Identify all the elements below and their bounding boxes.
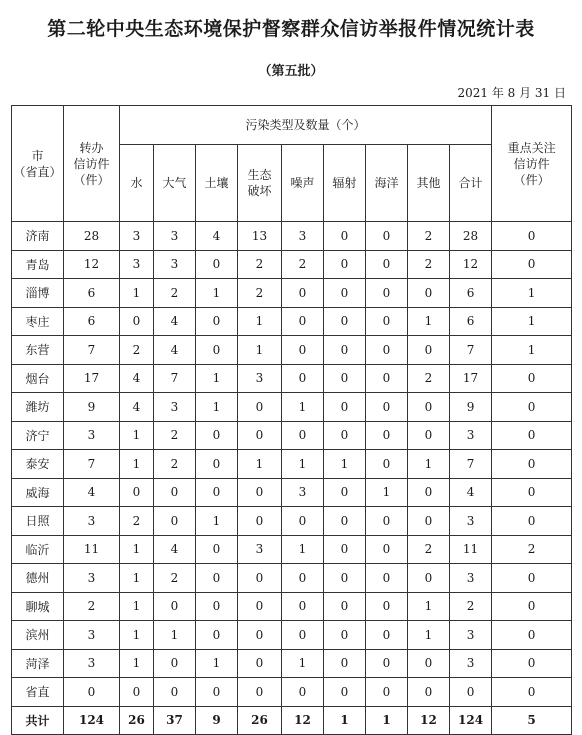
- cell-ecology: 2: [238, 250, 282, 279]
- table-body: [12, 222, 572, 735]
- cell-air: 0: [154, 678, 196, 707]
- cell-radiation: 1: [324, 450, 366, 479]
- header-transferred-line3: （件）: [73, 172, 110, 187]
- cell-city: 临沂: [12, 535, 64, 564]
- cell-other: 2: [408, 364, 450, 393]
- cell-subtotal: 7: [450, 336, 492, 365]
- cell-water: 1: [120, 592, 154, 621]
- cell-soil: 0: [196, 621, 238, 650]
- cell-soil: 1: [196, 507, 238, 536]
- cell-ecology: 0: [238, 678, 282, 707]
- cell-ocean: 0: [366, 564, 408, 593]
- cell-other: 0: [408, 336, 450, 365]
- cell-ecology: 0: [238, 621, 282, 650]
- cell-radiation: 0: [324, 649, 366, 678]
- cell-city: 东营: [12, 336, 64, 365]
- header-type-ecology: [238, 145, 282, 222]
- cell-transferred: 3: [64, 649, 120, 678]
- cell-key-concern: 0: [492, 621, 572, 650]
- cell-noise: 1: [282, 649, 324, 678]
- cell-other: 1: [408, 450, 450, 479]
- total-air: 37: [154, 706, 196, 735]
- cell-ocean: 1: [366, 478, 408, 507]
- cell-ocean: 0: [366, 621, 408, 650]
- header-type-other: 其他: [408, 145, 450, 222]
- cell-ecology: 0: [238, 393, 282, 422]
- cell-soil: 0: [196, 450, 238, 479]
- cell-transferred: 7: [64, 336, 120, 365]
- table-row: [12, 592, 572, 621]
- cell-subtotal: 3: [450, 621, 492, 650]
- table-row: [12, 336, 572, 365]
- cell-city: 淄博: [12, 279, 64, 308]
- cell-subtotal: 3: [450, 564, 492, 593]
- cell-soil: 0: [196, 535, 238, 564]
- cell-noise: 0: [282, 307, 324, 336]
- cell-other: 0: [408, 478, 450, 507]
- cell-soil: 0: [196, 307, 238, 336]
- cell-key-concern: 0: [492, 592, 572, 621]
- header-type-water: 水: [120, 145, 154, 222]
- cell-water: 4: [120, 393, 154, 422]
- cell-other: 2: [408, 222, 450, 251]
- cell-water: 1: [120, 450, 154, 479]
- cell-air: 0: [154, 649, 196, 678]
- header-key-line3: （件）: [513, 172, 550, 187]
- cell-transferred: 9: [64, 393, 120, 422]
- cell-subtotal: 0: [450, 678, 492, 707]
- header-row-1: [12, 106, 572, 145]
- cell-water: 2: [120, 507, 154, 536]
- total-row: [12, 706, 572, 735]
- cell-water: 2: [120, 336, 154, 365]
- total-ecology: 26: [238, 706, 282, 735]
- cell-radiation: 0: [324, 564, 366, 593]
- cell-water: 1: [120, 564, 154, 593]
- cell-ocean: 0: [366, 364, 408, 393]
- cell-noise: 1: [282, 393, 324, 422]
- table-row: [12, 393, 572, 422]
- cell-ecology: 0: [238, 478, 282, 507]
- cell-ecology: 0: [238, 592, 282, 621]
- header-type-soil: 土壤: [196, 145, 238, 222]
- cell-soil: 1: [196, 279, 238, 308]
- cell-ocean: 0: [366, 592, 408, 621]
- cell-water: 1: [120, 649, 154, 678]
- cell-city: 日照: [12, 507, 64, 536]
- cell-ocean: 0: [366, 250, 408, 279]
- cell-transferred: 3: [64, 564, 120, 593]
- cell-radiation: 0: [324, 678, 366, 707]
- cell-air: 2: [154, 279, 196, 308]
- cell-soil: 0: [196, 678, 238, 707]
- cell-noise: 0: [282, 507, 324, 536]
- header-transferred-line2: 信访件: [73, 156, 110, 171]
- header-type-ecology-label: 生态破坏: [247, 168, 272, 198]
- cell-water: 0: [120, 678, 154, 707]
- cell-air: 0: [154, 592, 196, 621]
- cell-noise: 0: [282, 364, 324, 393]
- cell-water: 3: [120, 250, 154, 279]
- cell-city: 滨州: [12, 621, 64, 650]
- cell-transferred: 17: [64, 364, 120, 393]
- cell-ecology: 1: [238, 307, 282, 336]
- cell-noise: 1: [282, 450, 324, 479]
- header-city: [12, 106, 64, 222]
- table-row: [12, 678, 572, 707]
- header-city-line2: （省直）: [13, 164, 62, 179]
- header-type-air: 大气: [154, 145, 196, 222]
- cell-ocean: 0: [366, 336, 408, 365]
- cell-noise: 3: [282, 222, 324, 251]
- cell-other: 1: [408, 307, 450, 336]
- cell-radiation: 0: [324, 535, 366, 564]
- cell-water: 1: [120, 621, 154, 650]
- cell-ocean: 0: [366, 279, 408, 308]
- header-transferred: [64, 106, 120, 222]
- cell-ecology: 2: [238, 279, 282, 308]
- cell-radiation: 0: [324, 250, 366, 279]
- cell-subtotal: 6: [450, 279, 492, 308]
- cell-radiation: 0: [324, 364, 366, 393]
- header-type-subtotal: 合计: [450, 145, 492, 222]
- cell-subtotal: 11: [450, 535, 492, 564]
- cell-soil: 0: [196, 250, 238, 279]
- cell-noise: 0: [282, 592, 324, 621]
- cell-transferred: 0: [64, 678, 120, 707]
- table-row: [12, 649, 572, 678]
- cell-transferred: 6: [64, 279, 120, 308]
- cell-ocean: 0: [366, 421, 408, 450]
- cell-subtotal: 17: [450, 364, 492, 393]
- cell-other: 0: [408, 393, 450, 422]
- table-row: [12, 421, 572, 450]
- header-type-radiation: 辐射: [324, 145, 366, 222]
- cell-soil: 0: [196, 564, 238, 593]
- cell-soil: 1: [196, 364, 238, 393]
- cell-transferred: 4: [64, 478, 120, 507]
- cell-air: 4: [154, 336, 196, 365]
- cell-air: 2: [154, 450, 196, 479]
- cell-ecology: 3: [238, 364, 282, 393]
- report-date: 2021 年 8 月 31 日: [457, 86, 566, 100]
- cell-city: 青岛: [12, 250, 64, 279]
- cell-other: 0: [408, 564, 450, 593]
- cell-subtotal: 12: [450, 250, 492, 279]
- cell-transferred: 3: [64, 507, 120, 536]
- total-radiation: 1: [324, 706, 366, 735]
- cell-city: 聊城: [12, 592, 64, 621]
- cell-noise: 0: [282, 279, 324, 308]
- cell-ocean: 0: [366, 649, 408, 678]
- cell-water: 0: [120, 307, 154, 336]
- cell-water: 1: [120, 535, 154, 564]
- cell-city: 潍坊: [12, 393, 64, 422]
- table-row: [12, 450, 572, 479]
- table-row: [12, 621, 572, 650]
- cell-other: 1: [408, 592, 450, 621]
- cell-city: 济宁: [12, 421, 64, 450]
- cell-other: 0: [408, 279, 450, 308]
- cell-ocean: 0: [366, 507, 408, 536]
- cell-key-concern: 0: [492, 250, 572, 279]
- cell-radiation: 0: [324, 592, 366, 621]
- header-pollution-group: 污染类型及数量（个）: [120, 106, 492, 145]
- header-key-line1: 重点关注: [507, 140, 556, 155]
- cell-transferred: 12: [64, 250, 120, 279]
- cell-city: 枣庄: [12, 307, 64, 336]
- table-row: [12, 535, 572, 564]
- cell-radiation: 0: [324, 222, 366, 251]
- cell-other: 0: [408, 421, 450, 450]
- cell-key-concern: 0: [492, 421, 572, 450]
- cell-water: 1: [120, 421, 154, 450]
- page-title: 第二轮中央生态环境保护督察群众信访举报件情况统计表: [47, 18, 535, 40]
- table-row: [12, 364, 572, 393]
- cell-ocean: 0: [366, 535, 408, 564]
- total-transferred: 124: [64, 706, 120, 735]
- table-row: [12, 279, 572, 308]
- total-key-concern: 5: [492, 706, 572, 735]
- cell-key-concern: 2: [492, 535, 572, 564]
- table-row: [12, 250, 572, 279]
- cell-ecology: 3: [238, 535, 282, 564]
- cell-air: 3: [154, 393, 196, 422]
- cell-water: 3: [120, 222, 154, 251]
- cell-soil: 0: [196, 336, 238, 365]
- cell-ocean: 0: [366, 450, 408, 479]
- cell-air: 0: [154, 507, 196, 536]
- cell-radiation: 0: [324, 507, 366, 536]
- cell-soil: 0: [196, 478, 238, 507]
- cell-ecology: 0: [238, 564, 282, 593]
- cell-city: 菏泽: [12, 649, 64, 678]
- cell-city: 烟台: [12, 364, 64, 393]
- cell-subtotal: 7: [450, 450, 492, 479]
- cell-water: 4: [120, 364, 154, 393]
- cell-key-concern: 0: [492, 649, 572, 678]
- cell-city: 威海: [12, 478, 64, 507]
- cell-radiation: 0: [324, 421, 366, 450]
- header-transferred-line1: 转办: [79, 140, 104, 155]
- cell-air: 3: [154, 222, 196, 251]
- cell-soil: 1: [196, 393, 238, 422]
- cell-transferred: 3: [64, 421, 120, 450]
- cell-noise: 0: [282, 621, 324, 650]
- cell-subtotal: 28: [450, 222, 492, 251]
- cell-city: 济南: [12, 222, 64, 251]
- cell-noise: 0: [282, 421, 324, 450]
- total-soil: 9: [196, 706, 238, 735]
- table-row: [12, 507, 572, 536]
- cell-key-concern: 0: [492, 564, 572, 593]
- cell-subtotal: 9: [450, 393, 492, 422]
- cell-soil: 1: [196, 649, 238, 678]
- cell-ecology: 0: [238, 507, 282, 536]
- cell-noise: 0: [282, 678, 324, 707]
- cell-other: 2: [408, 250, 450, 279]
- batch-subtitle: （第五批）: [258, 64, 324, 79]
- cell-city: 泰安: [12, 450, 64, 479]
- cell-other: 2: [408, 535, 450, 564]
- cell-radiation: 0: [324, 478, 366, 507]
- cell-radiation: 0: [324, 307, 366, 336]
- header-key-line2: 信访件: [513, 156, 550, 171]
- cell-radiation: 0: [324, 279, 366, 308]
- table-row: [12, 564, 572, 593]
- cell-ecology: 13: [238, 222, 282, 251]
- cell-air: 7: [154, 364, 196, 393]
- cell-subtotal: 2: [450, 592, 492, 621]
- cell-subtotal: 3: [450, 649, 492, 678]
- cell-soil: 0: [196, 592, 238, 621]
- cell-ocean: 0: [366, 678, 408, 707]
- cell-key-concern: 1: [492, 336, 572, 365]
- cell-city: 省直: [12, 678, 64, 707]
- cell-subtotal: 3: [450, 421, 492, 450]
- cell-transferred: 6: [64, 307, 120, 336]
- cell-air: 4: [154, 307, 196, 336]
- cell-transferred: 3: [64, 621, 120, 650]
- cell-key-concern: 0: [492, 450, 572, 479]
- total-ocean: 1: [366, 706, 408, 735]
- cell-transferred: 7: [64, 450, 120, 479]
- cell-ocean: 0: [366, 393, 408, 422]
- cell-transferred: 11: [64, 535, 120, 564]
- cell-key-concern: 0: [492, 478, 572, 507]
- cell-other: 0: [408, 507, 450, 536]
- cell-ecology: 0: [238, 421, 282, 450]
- cell-key-concern: 0: [492, 222, 572, 251]
- statistics-table: [11, 105, 572, 735]
- total-other: 12: [408, 706, 450, 735]
- cell-water: 0: [120, 478, 154, 507]
- cell-key-concern: 1: [492, 307, 572, 336]
- cell-ecology: 1: [238, 450, 282, 479]
- cell-key-concern: 0: [492, 678, 572, 707]
- header-type-noise: 噪声: [282, 145, 324, 222]
- cell-key-concern: 0: [492, 364, 572, 393]
- header-type-ocean: 海洋: [366, 145, 408, 222]
- cell-noise: 3: [282, 478, 324, 507]
- cell-radiation: 0: [324, 621, 366, 650]
- table-row: [12, 307, 572, 336]
- cell-air: 1: [154, 621, 196, 650]
- cell-ocean: 0: [366, 307, 408, 336]
- cell-noise: 0: [282, 336, 324, 365]
- cell-ecology: 1: [238, 336, 282, 365]
- header-city-line1: 市: [31, 148, 44, 163]
- cell-transferred: 2: [64, 592, 120, 621]
- cell-subtotal: 3: [450, 507, 492, 536]
- header-key-concern: [492, 106, 572, 222]
- cell-ecology: 0: [238, 649, 282, 678]
- cell-air: 2: [154, 564, 196, 593]
- cell-ocean: 0: [366, 222, 408, 251]
- total-city: 共计: [12, 706, 64, 735]
- cell-air: 0: [154, 478, 196, 507]
- cell-other: 0: [408, 649, 450, 678]
- cell-key-concern: 0: [492, 507, 572, 536]
- cell-transferred: 28: [64, 222, 120, 251]
- cell-key-concern: 0: [492, 393, 572, 422]
- total-water: 26: [120, 706, 154, 735]
- cell-air: 2: [154, 421, 196, 450]
- cell-radiation: 0: [324, 336, 366, 365]
- cell-soil: 4: [196, 222, 238, 251]
- total-subtotal: 124: [450, 706, 492, 735]
- cell-other: 1: [408, 621, 450, 650]
- table-row: [12, 478, 572, 507]
- cell-subtotal: 4: [450, 478, 492, 507]
- total-noise: 12: [282, 706, 324, 735]
- cell-radiation: 0: [324, 393, 366, 422]
- cell-noise: 0: [282, 564, 324, 593]
- cell-air: 4: [154, 535, 196, 564]
- cell-noise: 1: [282, 535, 324, 564]
- table-row: [12, 222, 572, 251]
- cell-air: 3: [154, 250, 196, 279]
- cell-noise: 2: [282, 250, 324, 279]
- cell-subtotal: 6: [450, 307, 492, 336]
- cell-other: 0: [408, 678, 450, 707]
- cell-water: 1: [120, 279, 154, 308]
- cell-key-concern: 1: [492, 279, 572, 308]
- cell-soil: 0: [196, 421, 238, 450]
- cell-city: 德州: [12, 564, 64, 593]
